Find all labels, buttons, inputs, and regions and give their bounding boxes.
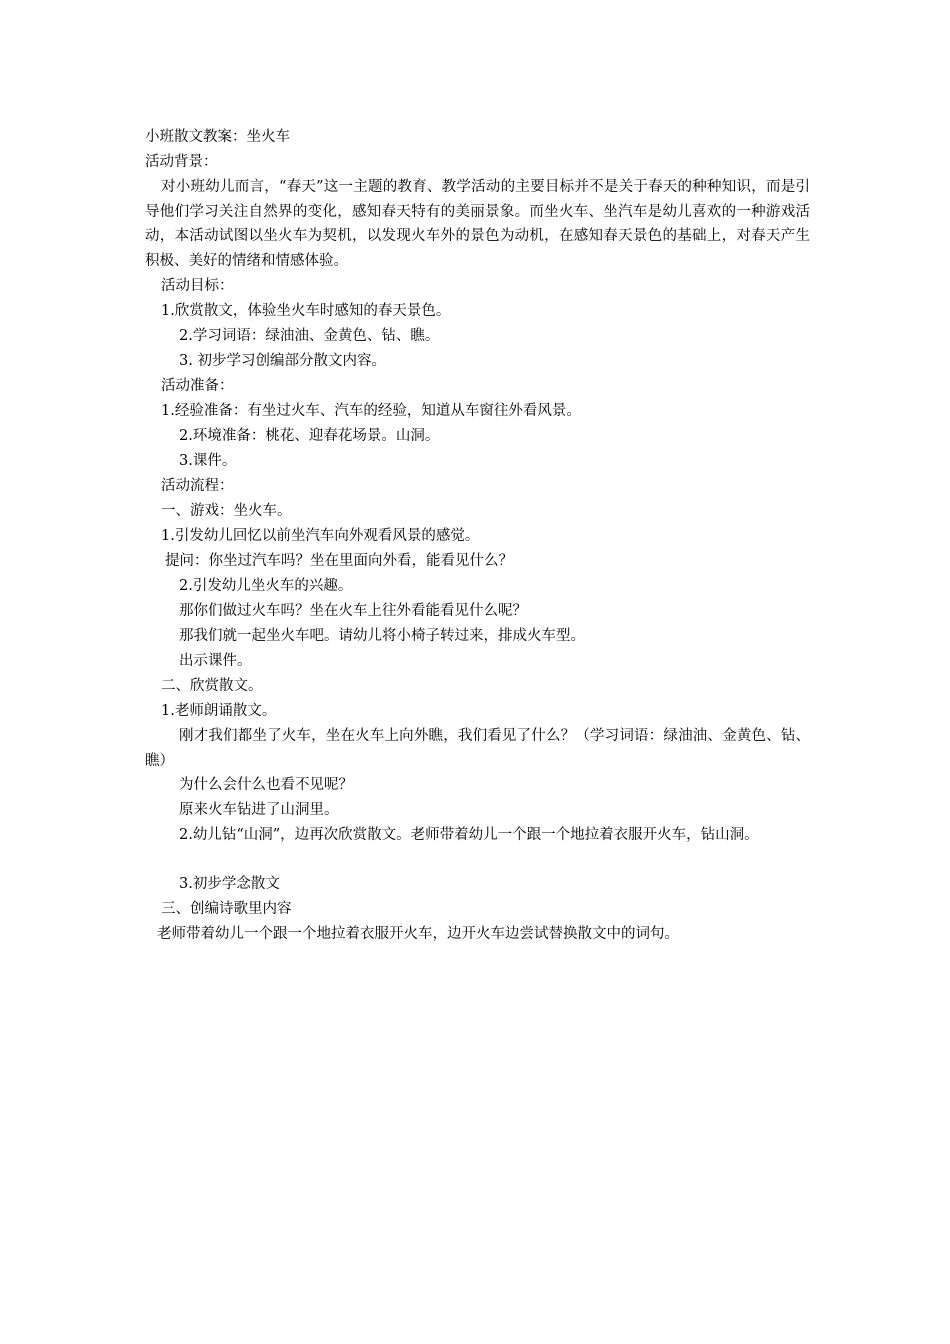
process-text: 老师带着幼儿一个跟一个地拉着衣服开火车，边开火车边尝试替换散文中的词句。 [157,926,679,942]
document-title: 小班散文教案：坐火车 [145,129,290,145]
process-step: 2.引发幼儿坐火车的兴趣。 [179,578,353,594]
process-text: 原来火车钻进了山洞里。 [179,802,339,818]
goal-item: 2.学习词语：绿油油、金黄色、钻、瞧。 [179,328,440,344]
process-step: 1.引发幼儿回忆以前坐汽车向外观看风景的感觉。 [161,528,480,544]
section-heading: 二、欣赏散文。 [161,678,263,694]
prep-item: 3.课件。 [179,453,237,469]
goal-item: 3. 初步学习创编部分散文内容。 [179,353,386,369]
process-paragraph: 2.幼儿钻“山洞”，边再次欣赏散文。老师带着幼儿一个跟一个地拉着衣服开火车，钻山洞。 [179,827,759,843]
goals-heading: 活动目标： [161,278,234,294]
goal-item: 1.欣赏散文，体验坐火车时感知的春天景色。 [161,303,451,319]
section-heading: 三、创编诗歌里内容 [161,901,292,917]
prep-heading: 活动准备： [161,378,234,394]
section-heading: 一、游戏：坐火车。 [161,503,292,519]
process-paragraph: 刚才我们都坐了火车，坐在火车上向外瞧，我们看见了什么？（学习词语：绿油油、金黄色、钻、瞧） [145,728,810,769]
prep-item: 2.环境准备：桃花、迎春花场景。山洞。 [179,428,440,444]
background-heading: 活动背景： [145,154,218,170]
process-text: 那我们就一起坐火车吧。请幼儿将小椅子转过来，排成火车型。 [179,628,585,644]
process-step: 1.老师朗诵散文。 [161,703,277,719]
prep-item: 1.经验准备：有坐过火车、汽车的经验，知道从车窗往外看风景。 [161,403,581,419]
process-heading: 活动流程： [161,478,234,494]
process-question: 提问：你坐过汽车吗？坐在里面向外看，能看见什么？ [165,553,513,569]
process-text: 那你们做过火车吗？坐在火车上往外看能看见什么呢？ [179,603,527,619]
background-paragraph: 对小班幼儿而言，“春天”这一主题的教育、教学活动的主要目标并不是关于春天的种种知识，而是引导他们学习关注自然界的变化，感知春天特有的美丽景象。而坐火车、坐汽车是幼儿喜欢的一种游戏活动，本活动试图以坐火车为契机，以发现火车外的景色为动机，在感知春天景色的基础上，对春天产生积极、美好的情绪和情感体验。 [145,179,810,269]
process-step: 3.初步学念散文 [179,876,280,892]
process-text: 出示课件。 [179,653,252,669]
process-text: 为什么会什么也看不见呢？ [179,777,353,793]
